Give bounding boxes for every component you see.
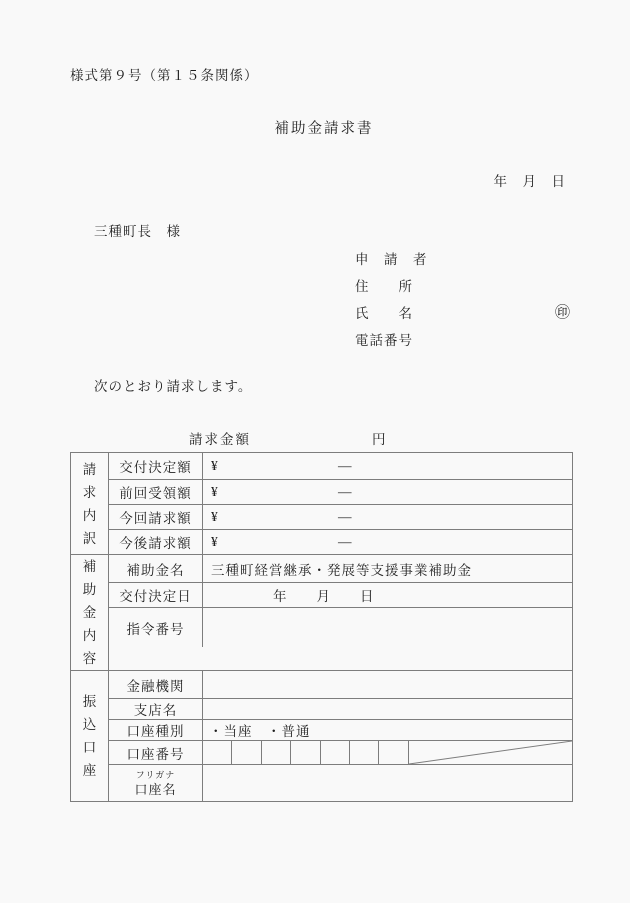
table-row	[109, 529, 572, 554]
account-number-box	[321, 741, 350, 764]
account-type-options: ・当座 ・普通	[209, 724, 311, 739]
row-value	[203, 480, 572, 504]
group-subsidy-details	[71, 554, 572, 670]
row-label: 補助金名	[109, 555, 203, 582]
row-value	[203, 530, 572, 554]
row-label: 交付決定額	[109, 453, 203, 479]
table-row	[109, 764, 572, 801]
account-number-cells	[203, 741, 572, 764]
account-number-box	[379, 741, 408, 764]
row-label: 前回受領額	[109, 480, 203, 504]
table-row	[109, 607, 572, 647]
table-row	[109, 671, 572, 698]
row-value	[203, 765, 572, 801]
table-row	[109, 555, 572, 582]
group-header-request-breakdown: 請 求 内 訳	[71, 453, 109, 554]
row-label: 交付決定日	[109, 583, 203, 607]
yen-sign: ¥	[211, 534, 218, 549]
row-label: 金融機関	[109, 671, 203, 698]
dash-mark: ―	[338, 534, 352, 549]
group-request-breakdown	[71, 453, 572, 554]
amount-label: 請求金額	[189, 432, 251, 447]
row-label	[109, 765, 203, 801]
phone-label: 電話番号	[355, 333, 413, 348]
account-number-box	[232, 741, 261, 764]
name-row	[355, 300, 585, 327]
decision-date: 年 月 日	[273, 589, 375, 604]
name-label: 氏 名	[355, 306, 413, 321]
row-value	[203, 608, 572, 647]
subsidy-name: 三種町経営継承・発展等支援事業補助金	[211, 562, 472, 578]
row-value	[203, 505, 572, 529]
row-value	[203, 720, 572, 740]
yen-sign: ¥	[211, 509, 218, 524]
row-value	[203, 555, 572, 582]
yen-sign: ¥	[211, 458, 218, 473]
row-label: 口座番号	[109, 741, 203, 764]
table-row	[109, 504, 572, 529]
seal-icon: ㊞	[555, 305, 572, 321]
account-number-box	[291, 741, 320, 764]
table-row	[109, 740, 572, 764]
request-table	[70, 452, 573, 802]
account-name-label: 口座名	[134, 781, 177, 797]
table-row	[109, 479, 572, 504]
row-label: 支店名	[109, 699, 203, 719]
row-label: 今後請求額	[109, 530, 203, 554]
address-label: 住 所	[355, 279, 413, 294]
table-row	[109, 719, 572, 740]
page-title: 補助金請求書	[274, 121, 374, 137]
applicant-block	[355, 246, 585, 354]
addressee: 三種町長 様	[94, 224, 181, 239]
row-value	[203, 453, 572, 479]
table-row	[109, 582, 572, 607]
account-number-box	[350, 741, 379, 764]
group-bank-account	[71, 670, 572, 801]
applicant-heading: 申 請 者	[355, 252, 428, 267]
dash-mark: ―	[338, 509, 352, 524]
group-header-bank-account: 振 込 口 座	[71, 671, 109, 801]
table-row	[109, 698, 572, 719]
furigana-label: フリガナ	[135, 769, 176, 780]
account-number-box	[262, 741, 291, 764]
row-label: 指令番号	[109, 608, 203, 647]
dash-mark: ―	[338, 458, 352, 473]
request-statement: 次のとおり請求します。	[94, 379, 253, 394]
form-number: 様式第９号（第１５条関係）	[70, 68, 259, 83]
date-line: 年 月 日	[493, 174, 566, 189]
table-row	[109, 453, 572, 479]
amount-line	[0, 428, 630, 448]
row-label: 今回請求額	[109, 505, 203, 529]
row-value	[203, 583, 572, 607]
diagonal-strikeout	[409, 741, 572, 764]
account-number-box	[203, 741, 232, 764]
group-header-subsidy-details: 補 助 金 内 容	[71, 555, 109, 670]
amount-unit: 円	[372, 432, 386, 447]
row-label: 口座種別	[109, 720, 203, 740]
dash-mark: ―	[338, 484, 352, 499]
yen-sign: ¥	[211, 484, 218, 499]
row-value	[203, 699, 572, 719]
row-value	[203, 671, 572, 698]
